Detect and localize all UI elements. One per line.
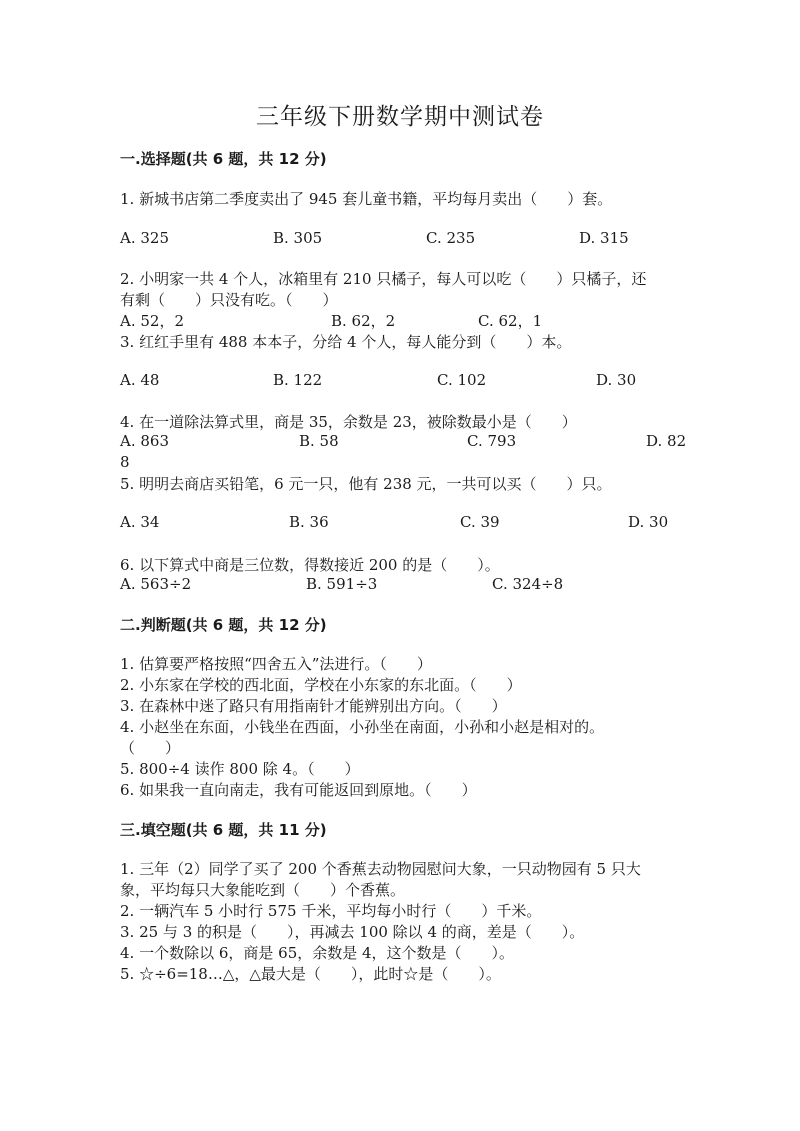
option-a: A. 34: [120, 513, 160, 531]
section-heading-choice: 一.选择题(共 6 题，共 12 分): [120, 150, 327, 168]
option-d: D. 315: [579, 229, 629, 247]
question-text: 3. 在森林中迷了路只有用指南针才能辨别出方向。（ ）: [120, 697, 507, 715]
option-c: C. 39: [460, 513, 500, 531]
option-c: C. 62，1: [478, 312, 543, 330]
page-title: 三年级下册数学期中测试卷: [256, 104, 544, 130]
question-text: 1. 三年（2）同学了买了 200 个香蕉去动物园慰问大象，一只动物园有 5 只大: [120, 860, 641, 878]
option-c: C. 793: [467, 432, 517, 450]
section-heading-fill-blank: 三.填空题(共 6 题，共 11 分): [120, 821, 327, 839]
option-c: C. 235: [426, 229, 476, 247]
option-b: B. 36: [289, 513, 329, 531]
option-c: C. 324÷8: [492, 575, 564, 593]
option-d-wrap: 8: [120, 453, 130, 471]
option-d: D. 82: [646, 432, 687, 450]
question-text: 1. 新城书店第二季度卖出了 945 套儿童书籍，平均每月卖出（ ）套。: [120, 190, 613, 208]
question-text: 6. 如果我一直向南走，我有可能返回到原地。（ ）: [120, 781, 477, 799]
question-text-continued: 有剩（ ）只没有吃。（ ）: [120, 291, 338, 309]
option-c: C. 102: [437, 371, 487, 389]
question-text: 6. 以下算式中商是三位数，得数接近 200 的是（ ）。: [120, 556, 500, 574]
option-d: D. 30: [596, 371, 637, 389]
option-b: B. 305: [273, 229, 323, 247]
option-b: B. 58: [299, 432, 339, 450]
question-text: 2. 小东家在学校的西北面，学校在小东家的东北面。（ ）: [120, 676, 522, 694]
option-a: A. 563÷2: [120, 575, 192, 593]
option-a: A. 48: [120, 371, 160, 389]
question-text: 2. 一辆汽车 5 小时行 575 千米，平均每小时行（ ）千米。: [120, 902, 542, 920]
question-text-continued: （ ）: [120, 739, 181, 757]
option-d: D. 30: [628, 513, 669, 531]
option-a: A. 52，2: [120, 312, 184, 330]
option-b: B. 62，2: [331, 312, 396, 330]
question-text: 5. ☆÷6=18…△，△最大是（ ），此时☆是（ ）。: [120, 965, 501, 983]
option-a: A. 325: [120, 229, 169, 247]
question-text: 3. 25 与 3 的积是（ ），再减去 100 除以 4 的商，差是（ ）。: [120, 923, 585, 941]
section-heading-judgment: 二.判断题(共 6 题，共 12 分): [120, 616, 327, 634]
question-text: 1. 估算要严格按照“四舍五入”法进行。（ ）: [120, 655, 432, 673]
question-text: 5. 800÷4 读作 800 除 4。（ ）: [120, 760, 360, 778]
question-text: 4. 一个数除以 6，商是 65，余数是 4，这个数是（ ）。: [120, 944, 515, 962]
question-text: 4. 在一道除法算式里，商是 35，余数是 23，被除数最小是（ ）: [120, 413, 577, 431]
question-text-continued: 象，平均每只大象能吃到（ ）个香蕉。: [120, 881, 406, 899]
question-text: 4. 小赵坐在东面，小钱坐在西面，小孙坐在南面，小孙和小赵是相对的。: [120, 718, 605, 736]
option-b: B. 591÷3: [306, 575, 378, 593]
question-text: 3. 红红手里有 488 本本子，分给 4 个人，每人能分到（ ）本。: [120, 333, 572, 351]
option-b: B. 122: [273, 371, 323, 389]
option-a: A. 863: [120, 432, 169, 450]
question-text: 2. 小明家一共 4 个人，冰箱里有 210 只橘子，每人可以吃（ ）只橘子，还: [120, 270, 647, 288]
question-text: 5. 明明去商店买铅笔，6 元一只，他有 238 元，一共可以买（ ）只。: [120, 475, 612, 493]
